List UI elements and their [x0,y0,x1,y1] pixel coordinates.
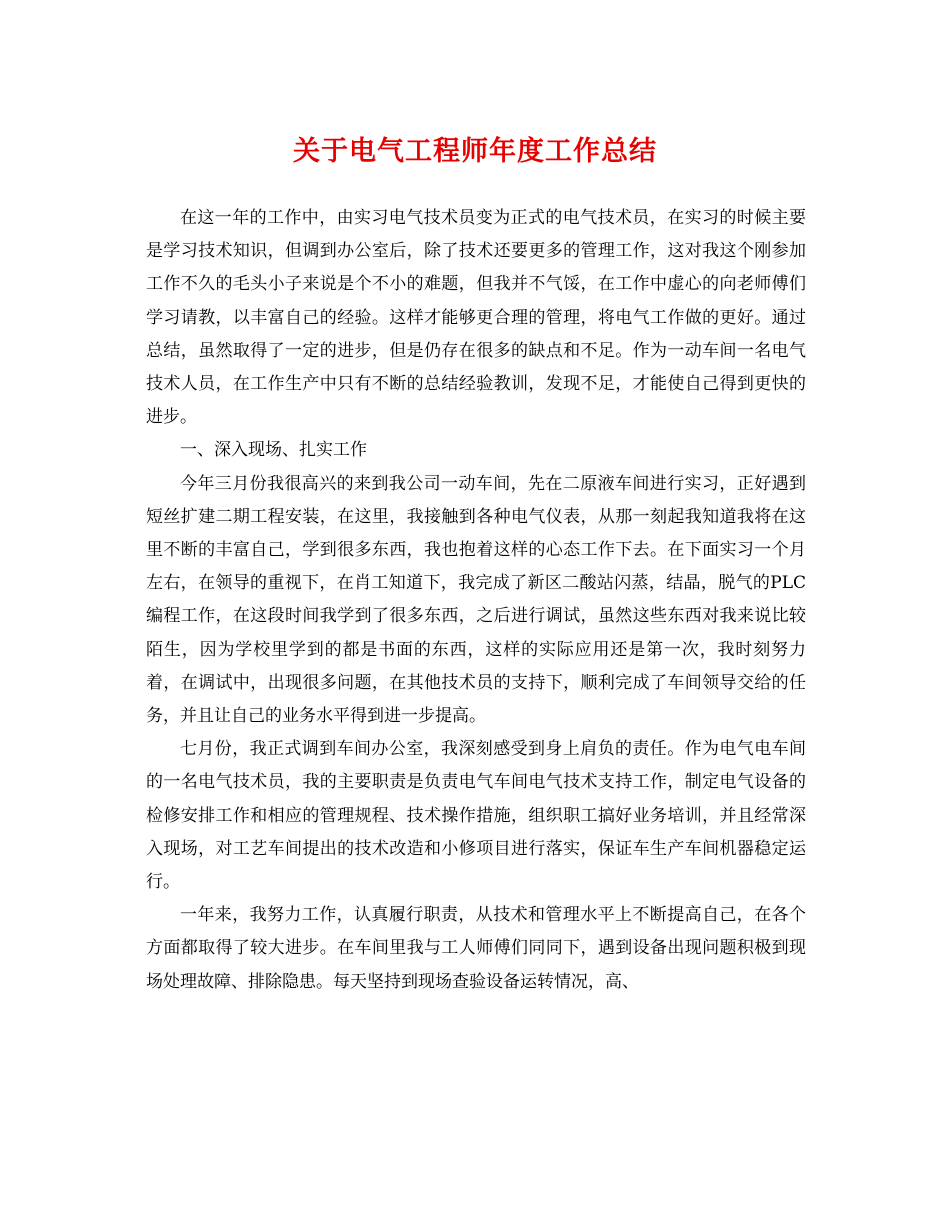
document-body [146,202,806,999]
paragraph-office-duties: 七月份，我正式调到车间办公室，我深刻感受到身上肩负的责任。作为电气电车间的一名电气技术员，我的主要职责是负责电气车间电气技术支持工作，制定电气设备的检修安排工作和相应的管理规程、技术操作措施，组织职工搞好业务培训，并且经常深入现场，对工艺车间提出的技术改造和小修项目进行落实，保证车生产车间机器稳定运行。 [146,739,806,893]
paragraph-intro: 在这一年的工作中，由实习电气技术员变为正式的电气技术员，在实习的时候主要是学习技术知识，但调到办公室后，除了技术还要更多的管理工作，这对我这个刚参加工作不久的毛头小子来说是个不小的难题，但我并不气馁，在工作中虚心的向老师傅们学习请教，以丰富自己的经验。这样才能够更合理的管理，将电气工作做的更好。通过总结，虽然取得了一定的进步，但是仍存在很多的缺点和不足。作为一动车间一名电气技术人员，在工作生产中只有不断的总结经验教训，发现不足，才能使自己得到更快的进步。 [146,208,806,428]
paragraph-year-summary: 一年来，我努力工作，认真履行职责，从技术和管理水平上不断提高自己，在各个方面都取得了较大进步。在车间里我与工人师傅们同同下，遇到设备出现问题积极到现场处理故障、排除隐患。每天坚持到现场查验设备运转情况，高、 [146,905,806,992]
document-title: 关于电气工程师年度工作总结 [293,136,657,167]
paragraph-internship: 今年三月份我很高兴的来到我公司一动车间，先在二原液车间进行实习，正好遇到短丝扩建二期工程安装，在这里，我接触到各种电气仪表，从那一刻起我知道我将在这里不断的丰富自己，学到很多东西，我也抱着这样的心态工作下去。在下面实习一个月左右，在领导的重视下，在肖工知道下，我完成了新区二酸站闪蒸，结晶，脱气的PLC编程工作，在这段时间我学到了很多东西，之后进行调试，虽然这些东西对我来说比较陌生，因为学校里学到的都是书面的东西，这样的实际应用还是第一次，我时刻努力着，在调试中，出现很多问题，在其他技术员的支持下，顺利完成了车间领导交给的任务，并且让自己的业务水平得到进一步提高。 [146,473,806,727]
section-heading-1: 一、深入现场、扎实工作 [180,440,367,461]
